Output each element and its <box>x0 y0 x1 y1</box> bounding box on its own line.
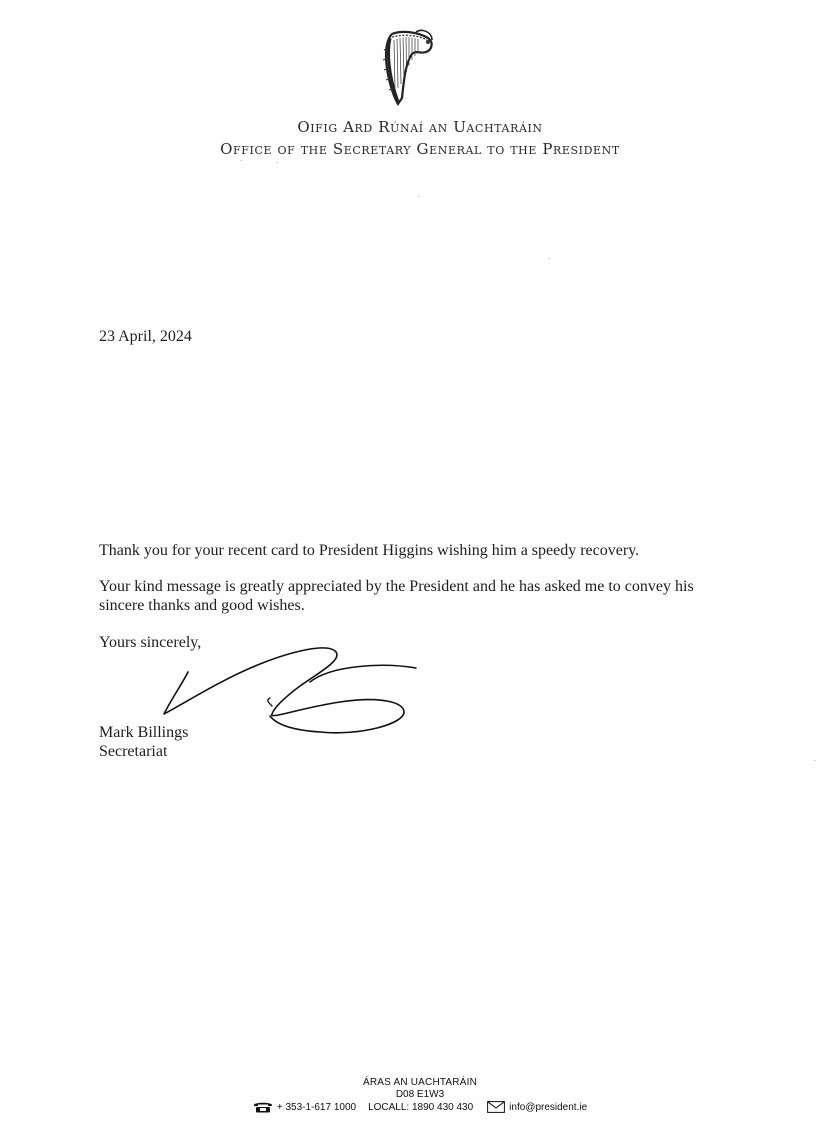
footer-locall: LOCALL: 1890 430 430 <box>368 1101 474 1113</box>
scan-speck <box>548 258 550 259</box>
office-title-irish: Oifig Ard Rúnaí an Uachtaráin <box>297 118 543 136</box>
signer-title: Secretariat <box>99 743 168 760</box>
footer-address-line2: D08 E1W3 <box>395 1089 445 1100</box>
letter-closing: Yours sincerely, <box>99 634 202 651</box>
telephone-icon <box>253 1101 273 1113</box>
letter-paragraph: Thank you for your recent card to President Higgins wishing him a speedy recovery. <box>99 542 640 559</box>
scan-speck <box>418 196 420 197</box>
footer-email[interactable]: info@president.ie <box>509 1101 588 1113</box>
signer-name: Mark Billings <box>99 724 189 741</box>
letter-paragraph: Your kind message is greatly appreciated by the President and he has asked me to convey his sincere thanks and good wishes. <box>99 578 694 614</box>
scan-speck <box>276 162 278 163</box>
scan-speck <box>240 160 242 161</box>
envelope-icon <box>487 1101 505 1113</box>
footer-phone: + 353-1-617 1000 <box>276 1101 357 1113</box>
office-title-english: Office of the Secretary General to the President <box>220 140 620 158</box>
scan-speck <box>814 760 816 761</box>
handwritten-signature <box>160 640 422 740</box>
harp-icon <box>378 28 436 108</box>
letter-date: 23 April, 2024 <box>99 328 192 345</box>
footer-contact-line <box>0 1101 840 1113</box>
footer-address-line1: ÁRAS AN UACHTARÁIN <box>363 1077 477 1088</box>
